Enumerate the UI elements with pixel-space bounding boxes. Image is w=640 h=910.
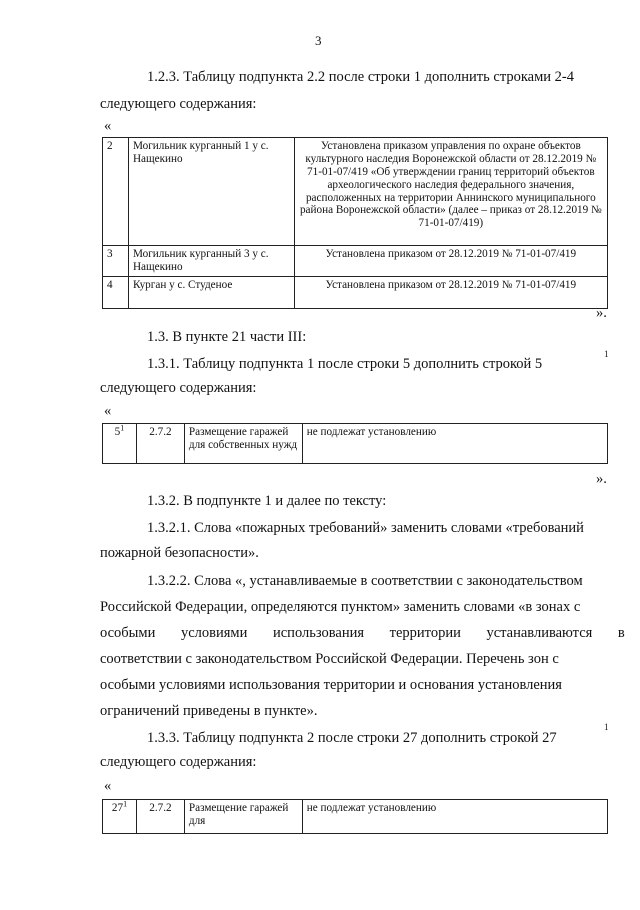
table-row	[103, 800, 608, 834]
paragraph-1-3-2-2-line5: особыми условиями использования территории и основания установления	[100, 677, 562, 693]
row-text: не подлежат установлению	[302, 800, 607, 834]
open-quote: «	[104, 778, 112, 794]
row-number: 2	[103, 138, 129, 246]
table-row	[103, 276, 608, 308]
row-number: 3	[103, 246, 129, 277]
paragraph-1-3-2-1-line1: 1.3.2.1. Слова «пожарных требований» заменить словами «требований	[147, 520, 584, 536]
row-name: Размещение гаражей для собственных нужд	[184, 424, 302, 464]
paragraph-1-2-3-line1: 1.2.3. Таблицу подпункта 2.2 после строки 1 дополнить строками 2-4	[147, 69, 574, 85]
paragraph-1-3-1-text: 1.3.1. Таблицу подпункта 1 после строки 5 дополнить строкой 5	[147, 356, 543, 372]
paragraph-1-3-2-2-line2: Российской Федерации, определяются пунктом» заменить словами «в зонах с	[100, 599, 581, 615]
garage-table-5	[102, 423, 608, 464]
object-name: Могильник курганный 3 у с. Нащекино	[128, 246, 294, 277]
row-text: не подлежат установлению	[302, 424, 607, 464]
row-code: 2.7.2	[136, 424, 184, 464]
open-quote: «	[104, 403, 112, 419]
close-quote: ».	[596, 471, 607, 487]
paragraph-1-3-1-line1	[147, 357, 607, 372]
table-row	[103, 424, 608, 464]
garage-table-27	[102, 799, 608, 834]
objects-table	[102, 137, 608, 309]
object-text: Установлена приказом от 28.12.2019 № 71-01-07/419	[294, 246, 607, 277]
object-text: Установлена приказом управления по охране объектов культурного наследия Воронежской области от 28.12.2019 № 71-01-07/419 «Об утверждении границ территорий объектов археологического наследия федерального значения, расположенных на территории Аннинского муниципального района Воронежской области» (далее – приказ от 28.12.2019 № 71-01-07/419)	[294, 138, 607, 246]
table-row	[103, 246, 608, 277]
object-text: Установлена приказом от 28.12.2019 № 71-01-07/419	[294, 276, 607, 308]
row-number: $27^1$	[103, 800, 137, 834]
paragraph-1-3-2-1-line2: пожарной безопасности».	[100, 545, 259, 561]
paragraph-1-2-3-line2: следующего содержания:	[100, 96, 257, 112]
row-code: 2.7.2	[136, 800, 184, 834]
row-number: $5^1$	[103, 424, 137, 464]
row-number: 4	[103, 276, 129, 308]
page-number: 3	[315, 33, 322, 48]
object-name: Могильник курганный 1 у с. Нащекино	[128, 138, 294, 246]
open-quote: «	[104, 118, 112, 134]
paragraph-1-3-3-line2: следующего содержания:	[100, 754, 257, 770]
paragraph-1-3-2-2-line4: соответствии с законодательством Российской Федерации. Перечень зон с	[100, 651, 559, 667]
paragraph-1-3: 1.3. В пункте 21 части III:	[147, 329, 307, 345]
paragraph-1-3-2-2-line3: особыми условиями использования территории устанавливаются в	[100, 625, 625, 641]
table-row	[103, 138, 608, 246]
close-quote: ».	[596, 305, 607, 321]
paragraph-1-3-2-2-line6: ограничений приведены в пункте».	[100, 703, 318, 719]
paragraph-1-3-2-2-line1: 1.3.2.2. Слова «, устанавливаемые в соответствии с законодательством	[147, 573, 583, 589]
paragraph-1-3-3-line1: 1.3.3. Таблицу подпункта 2 после строки 27 дополнить строкой 27	[147, 730, 557, 746]
row-name: Размещение гаражей для	[184, 800, 302, 834]
document-page: 3 1.2.3. Таблицу подпункта 2.2 после строки 1 дополнить строками 2-4 следующего содержания: « 2 Могильник курганный 1 у с. Нащекино Установлена приказом управления по охране объектов культурного наследия Воронежской области от 28.12.2019 № 71-01-07/419 «Об утверждении границ территорий объектов археологического наследия федерального значения, расположенных на территории Аннинского муниципального района Воронежской области» (далее – приказ от 28.12.2019 № 71-01-07/419) 3 Могильник курганный 3 у с. Нащекино Установлена приказом от 28.12.2019 № 71-01-07/419 4 Курган у с. Студеное Установлена приказом от 28.12.2019 № 71-01-07/419 ». 1.3. В пункте 21 части III: 1.3.1. Таблицу подпункта 1 после строки 5 дополнить строкой 5 1 следующего содержания: « $5^1$ 2.7.2 Размещение гаражей для собственных нужд не подлежат установлению ». 1.3.2. В подпункте 1 и далее по тексту: 1.3.2.1. Слова «пожарных требований» заменить словами «требований пожарной безопасности». 1.3.2.2. Слова «, устанавливаемые в соответствии с законодательством Российской Федерации, определяются пунктом» заменить словами «в зонах с особыми условиями использования территории устанавливаются в соответствии с законодательством Российской Федерации. Перечень зон с особыми условиями использования территории и основания установления ограничений приведены в пункте». 1.3.3. Таблицу подпункта 2 после строки 27 дополнить строкой 27 1 следующего содержания: « $27^1$ 2.7.2 Размещение гаражей для не подлежат установлению	[0, 0, 640, 910]
paragraph-1-3-2: 1.3.2. В подпункте 1 и далее по тексту:	[147, 493, 387, 509]
object-name: Курган у с. Студеное	[128, 276, 294, 308]
paragraph-1-3-1-line2: следующего содержания:	[100, 380, 257, 396]
